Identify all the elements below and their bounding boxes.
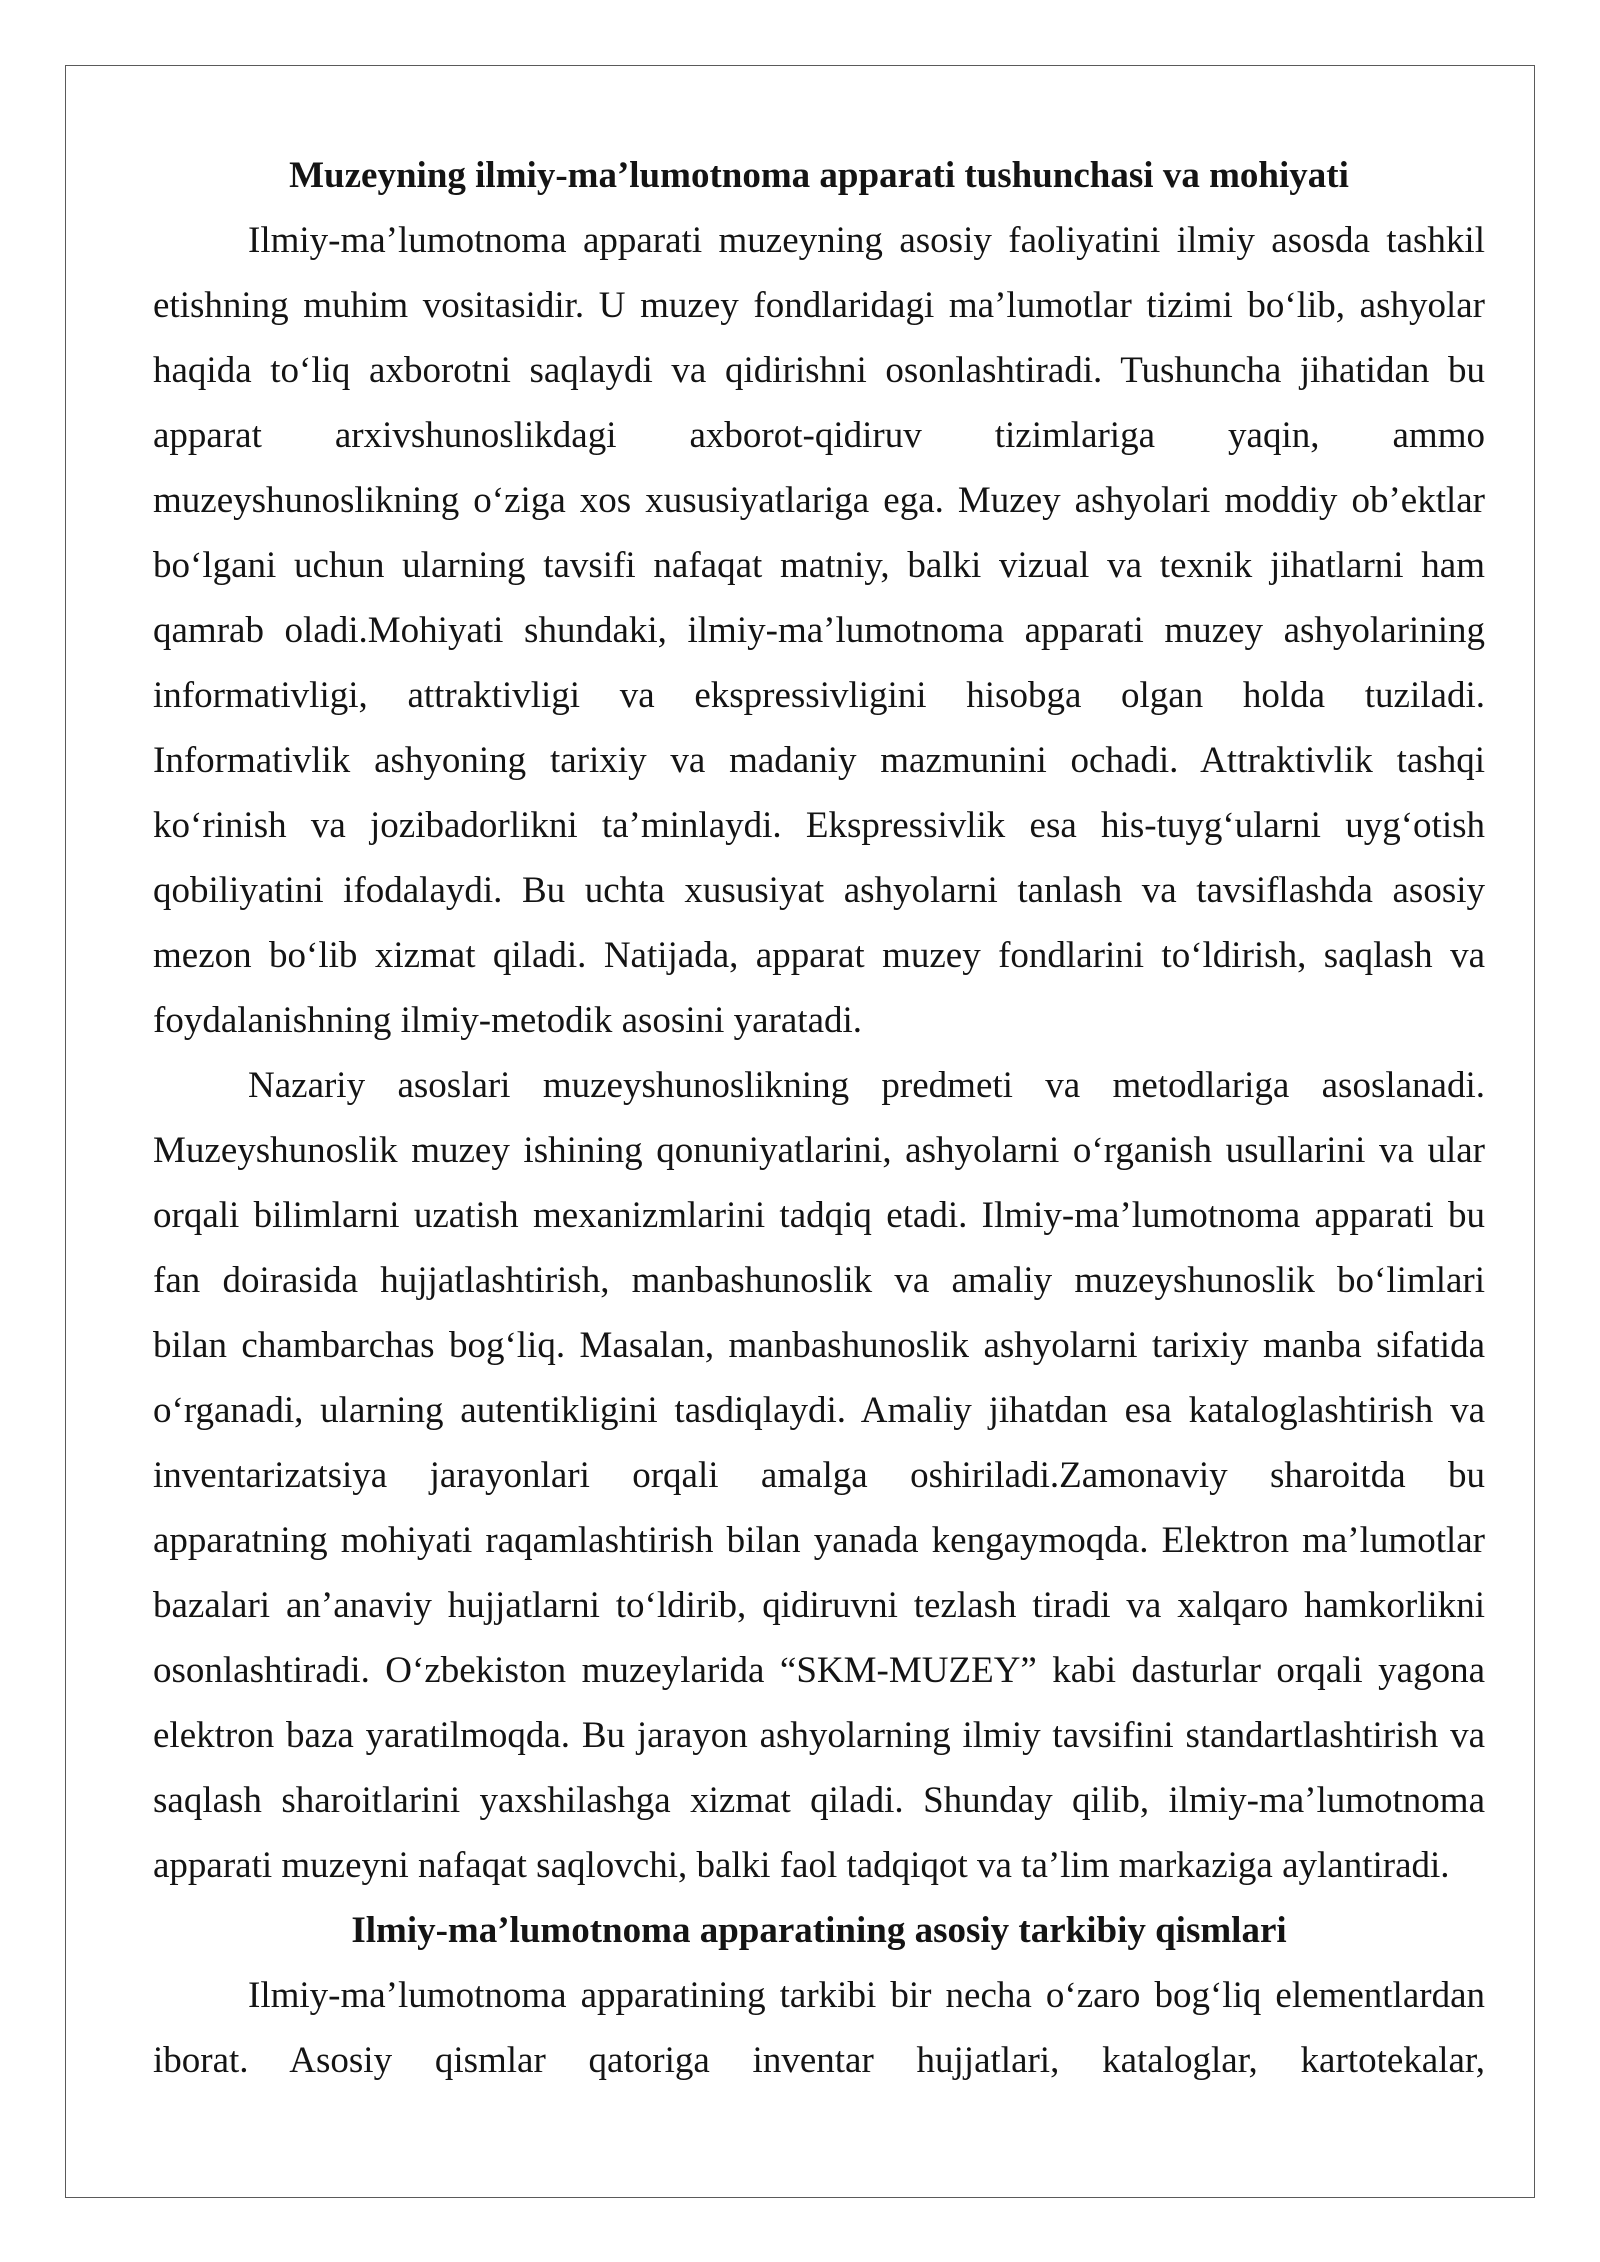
text-line: haqida to‘liq axborotni saqlaydi va qidirishni osonlashtiradi. Tushuncha jihatidan bu (153, 350, 1485, 391)
text-line: apparat arxivshunoslikdagi axborot-qidiruv tizimlariga yaqin, ammo (153, 415, 1485, 456)
text-line: osonlashtiradi. O‘zbekiston muzeylarida “SKM-MUZEY” kabi dasturlar orqali yagona (153, 1650, 1485, 1691)
text-line: Muzeyshunoslik muzey ishining qonuniyatlarini, ashyolarni o‘rganish usullarini va ular (153, 1130, 1485, 1171)
text-line: saqlash sharoitlarini yaxshilashga xizmat qiladi. Shunday qilib, ilmiy-ma’lumotnoma (153, 1780, 1485, 1821)
paragraph (153, 208, 1485, 1053)
paragraph (153, 1963, 1485, 2093)
text-line: bo‘lgani uchun ularning tavsifi nafaqat matniy, balki vizual va texnik jihatlarni ham (153, 545, 1485, 586)
text-line: Informativlik ashyoning tarixiy va madaniy mazmunini ochadi. Attraktivlik tashqi (153, 740, 1485, 781)
text-line: etishning muhim vositasidir. U muzey fondlaridagi ma’lumotlar tizimi bo‘lib, ashyolar (153, 285, 1485, 326)
page-content (153, 143, 1485, 2093)
text-line: muzeyshunoslikning o‘ziga xos xususiyatlariga ega. Muzey ashyolari moddiy ob’ektlar (153, 480, 1485, 521)
section-heading: Muzeyning ilmiy-ma’lumotnoma apparati tushunchasi va mohiyati (289, 155, 1349, 196)
text-line: Ilmiy-ma’lumotnoma apparati muzeyning asosiy faoliyatini ilmiy asosda tashkil (248, 220, 1485, 261)
text-line: orqali bilimlarni uzatish mexanizmlarini tadqiq etadi. Ilmiy-ma’lumotnoma apparati bu (153, 1195, 1485, 1236)
section-heading: Ilmiy-ma’lumotnoma apparatining asosiy tarkibiy qismlari (351, 1910, 1287, 1951)
text-line: Nazariy asoslari muzeyshunoslikning predmeti va metodlariga asoslanadi. (248, 1065, 1485, 1106)
text-line: o‘rganadi, ularning autentikligini tasdiqlaydi. Amaliy jihatdan esa kataloglashtirish va (153, 1390, 1485, 1431)
text-line: informativligi, attraktivligi va ekspressivligini hisobga olgan holda tuziladi. (153, 675, 1485, 716)
text-line: bazalari an’anaviy hujjatlarni to‘ldirib, qidiruvni tezlash tiradi va xalqaro hamkorlikni (153, 1585, 1485, 1626)
text-line: qobiliyatini ifodalaydi. Bu uchta xususiyat ashyolarni tanlash va tavsiflashda asosiy (153, 870, 1485, 911)
text-line: iborat. Asosiy qismlar qatoriga inventar hujjatlari, kataloglar, kartotekalar, (153, 2040, 1485, 2081)
text-line: qamrab oladi.Mohiyati shundaki, ilmiy-ma’lumotnoma apparati muzey ashyolarining (153, 610, 1485, 651)
text-line: fan doirasida hujjatlashtirish, manbashunoslik va amaliy muzeyshunoslik bo‘limlari (153, 1260, 1485, 1301)
text-line: bilan chambarchas bog‘liq. Masalan, manbashunoslik ashyolarni tarixiy manba sifatida (153, 1325, 1485, 1366)
text-line: apparatning mohiyati raqamlashtirish bilan yanada kengaymoqda. Elektron ma’lumotlar (153, 1520, 1485, 1561)
text-line: inventarizatsiya jarayonlari orqali amalga oshiriladi.Zamonaviy sharoitda bu (153, 1455, 1485, 1496)
text-line: apparati muzeyni nafaqat saqlovchi, balki faol tadqiqot va ta’lim markaziga aylantiradi. (153, 1845, 1450, 1886)
paragraph (153, 1053, 1485, 1898)
text-line: elektron baza yaratilmoqda. Bu jarayon ashyolarning ilmiy tavsifini standartlashtirish va (153, 1715, 1485, 1756)
text-line: ko‘rinish va jozibadorlikni ta’minlaydi. Ekspressivlik esa his-tuyg‘ularni uyg‘otish (153, 805, 1485, 846)
text-line: mezon bo‘lib xizmat qiladi. Natijada, apparat muzey fondlarini to‘ldirish, saqlash va (153, 935, 1485, 976)
text-line: Ilmiy-ma’lumotnoma apparatining tarkibi bir necha o‘zaro bog‘liq elementlardan (248, 1975, 1485, 2016)
text-line: foydalanishning ilmiy-metodik asosini yaratadi. (153, 1000, 863, 1041)
